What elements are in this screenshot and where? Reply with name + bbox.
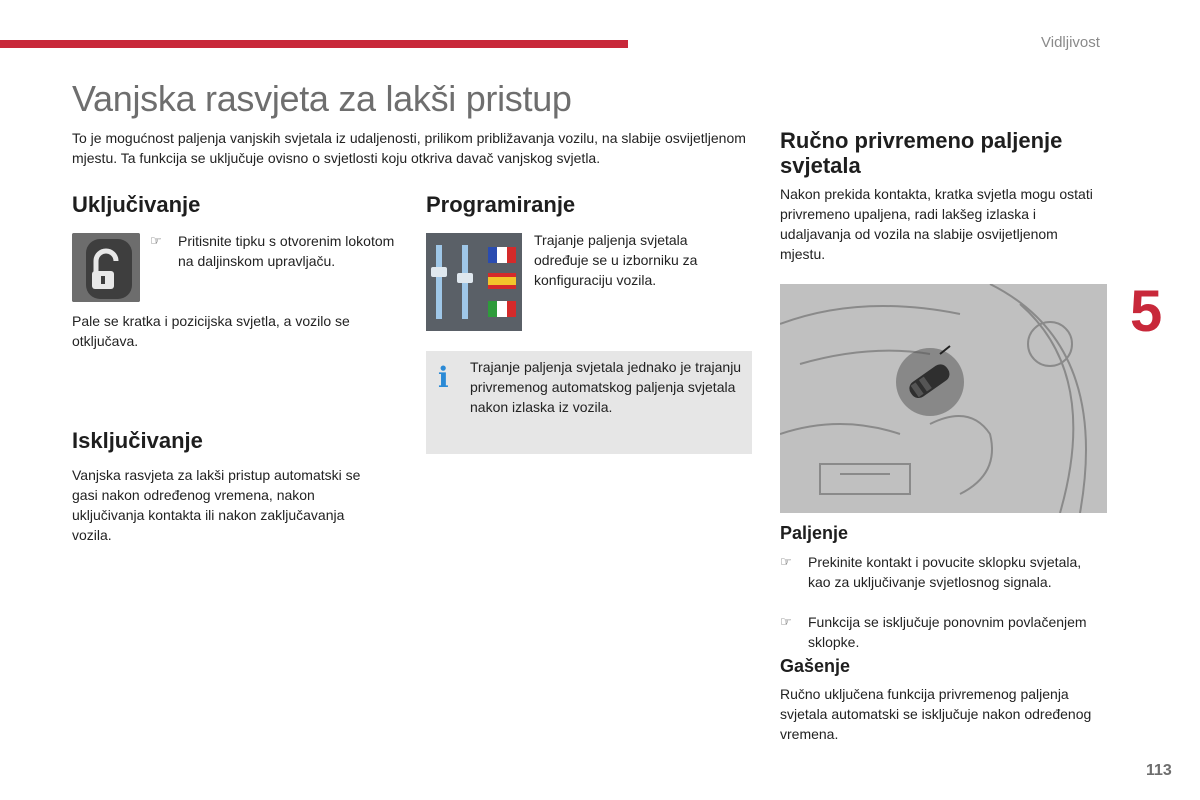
hand-pointer-icon: ☞: [780, 554, 792, 569]
info-icon: i: [438, 361, 449, 394]
heading-paljenje: Paljenje: [780, 523, 849, 543]
ukljucivanje-text: Pale se kratka i pozicijska svjetla, a vozilo se otključava.: [72, 313, 350, 349]
heading-iskljucivanje: Isključivanje: [72, 428, 203, 453]
paljenje-bullet-text: Funkcija se isključuje ponovnim povlačenjem sklopke.: [808, 614, 1087, 650]
heading-gasenje: Gašenje: [780, 656, 851, 676]
chapter-number: 5: [1130, 279, 1163, 344]
remote-key-unlock-image: [72, 233, 140, 302]
heading-programiranje: Programiranje: [426, 192, 576, 217]
padlock-open-icon: [72, 233, 140, 302]
gasenje-text: Ručno uključena funkcija privremenog paljenja svjetala automatski se isključuje nakon određenog vremena.: [780, 686, 1092, 742]
config-menu-image: [426, 233, 522, 331]
rucno-text: Nakon prekida kontakta, kratka svjetla mogu ostati privremeno upaljena, radi lakšeg izlaska i udaljavanja od vozila na slabije osvijetljenom mjestu.: [780, 186, 1093, 262]
programiranje-text: Trajanje paljenja svjetala određuje se u izborniku za konfiguraciju vozila.: [534, 232, 698, 288]
ukljucivanje-bullet: [150, 231, 400, 271]
paljenje-bullet-1: [780, 552, 1100, 592]
hand-pointer-icon: ☞: [150, 233, 162, 248]
paljenje-bullet-2: [780, 612, 1100, 652]
page-title: Vanjska rasvjeta za lakši pristup: [72, 78, 572, 119]
section-label: Vidljivost: [1041, 34, 1100, 51]
hand-pointer-icon: ☞: [780, 614, 792, 629]
info-note-text: Trajanje paljenja svjetala jednako je trajanju privremenog automatskog paljenja svjetala nakon izlaska iz vozila.: [470, 359, 742, 415]
iskljucivanje-text: Vanjska rasvjeta za lakši pristup automatski se gasi nakon određenog vremena, nakon uključivanja kontakta ili nakon zaključavanja vozila.: [72, 467, 361, 543]
paljenje-bullet-text: Prekinite kontakt i povucite sklopku svjetala, kao za uključivanje svjetlosnog signala.: [808, 554, 1082, 590]
steering-light-stalk-icon: [780, 284, 1107, 513]
heading-rucno: Ručno privremeno paljenje svjetala: [780, 128, 1063, 178]
heading-ukljucivanje: Uključivanje: [72, 192, 201, 217]
info-note-box: [426, 351, 752, 454]
settings-sliders-icon: [426, 233, 522, 331]
intro-text: To je mogućnost paljenja vanjskih svjetala iz udaljenosti, prilikom približavanja vozilu, na slabije osvijetljenom mjestu. Ta funkcija se uključuje ovisno o svjetlosti koju otkriva davač vanjskog svjetla.: [72, 130, 746, 166]
header-accent-bar: [0, 40, 628, 48]
page-number: 113: [1146, 762, 1172, 779]
ukljucivanje-bullet-text: Pritisnite tipku s otvorenim lokotom na daljinskom upravljaču.: [178, 233, 395, 269]
light-stalk-illustration: [780, 284, 1107, 513]
